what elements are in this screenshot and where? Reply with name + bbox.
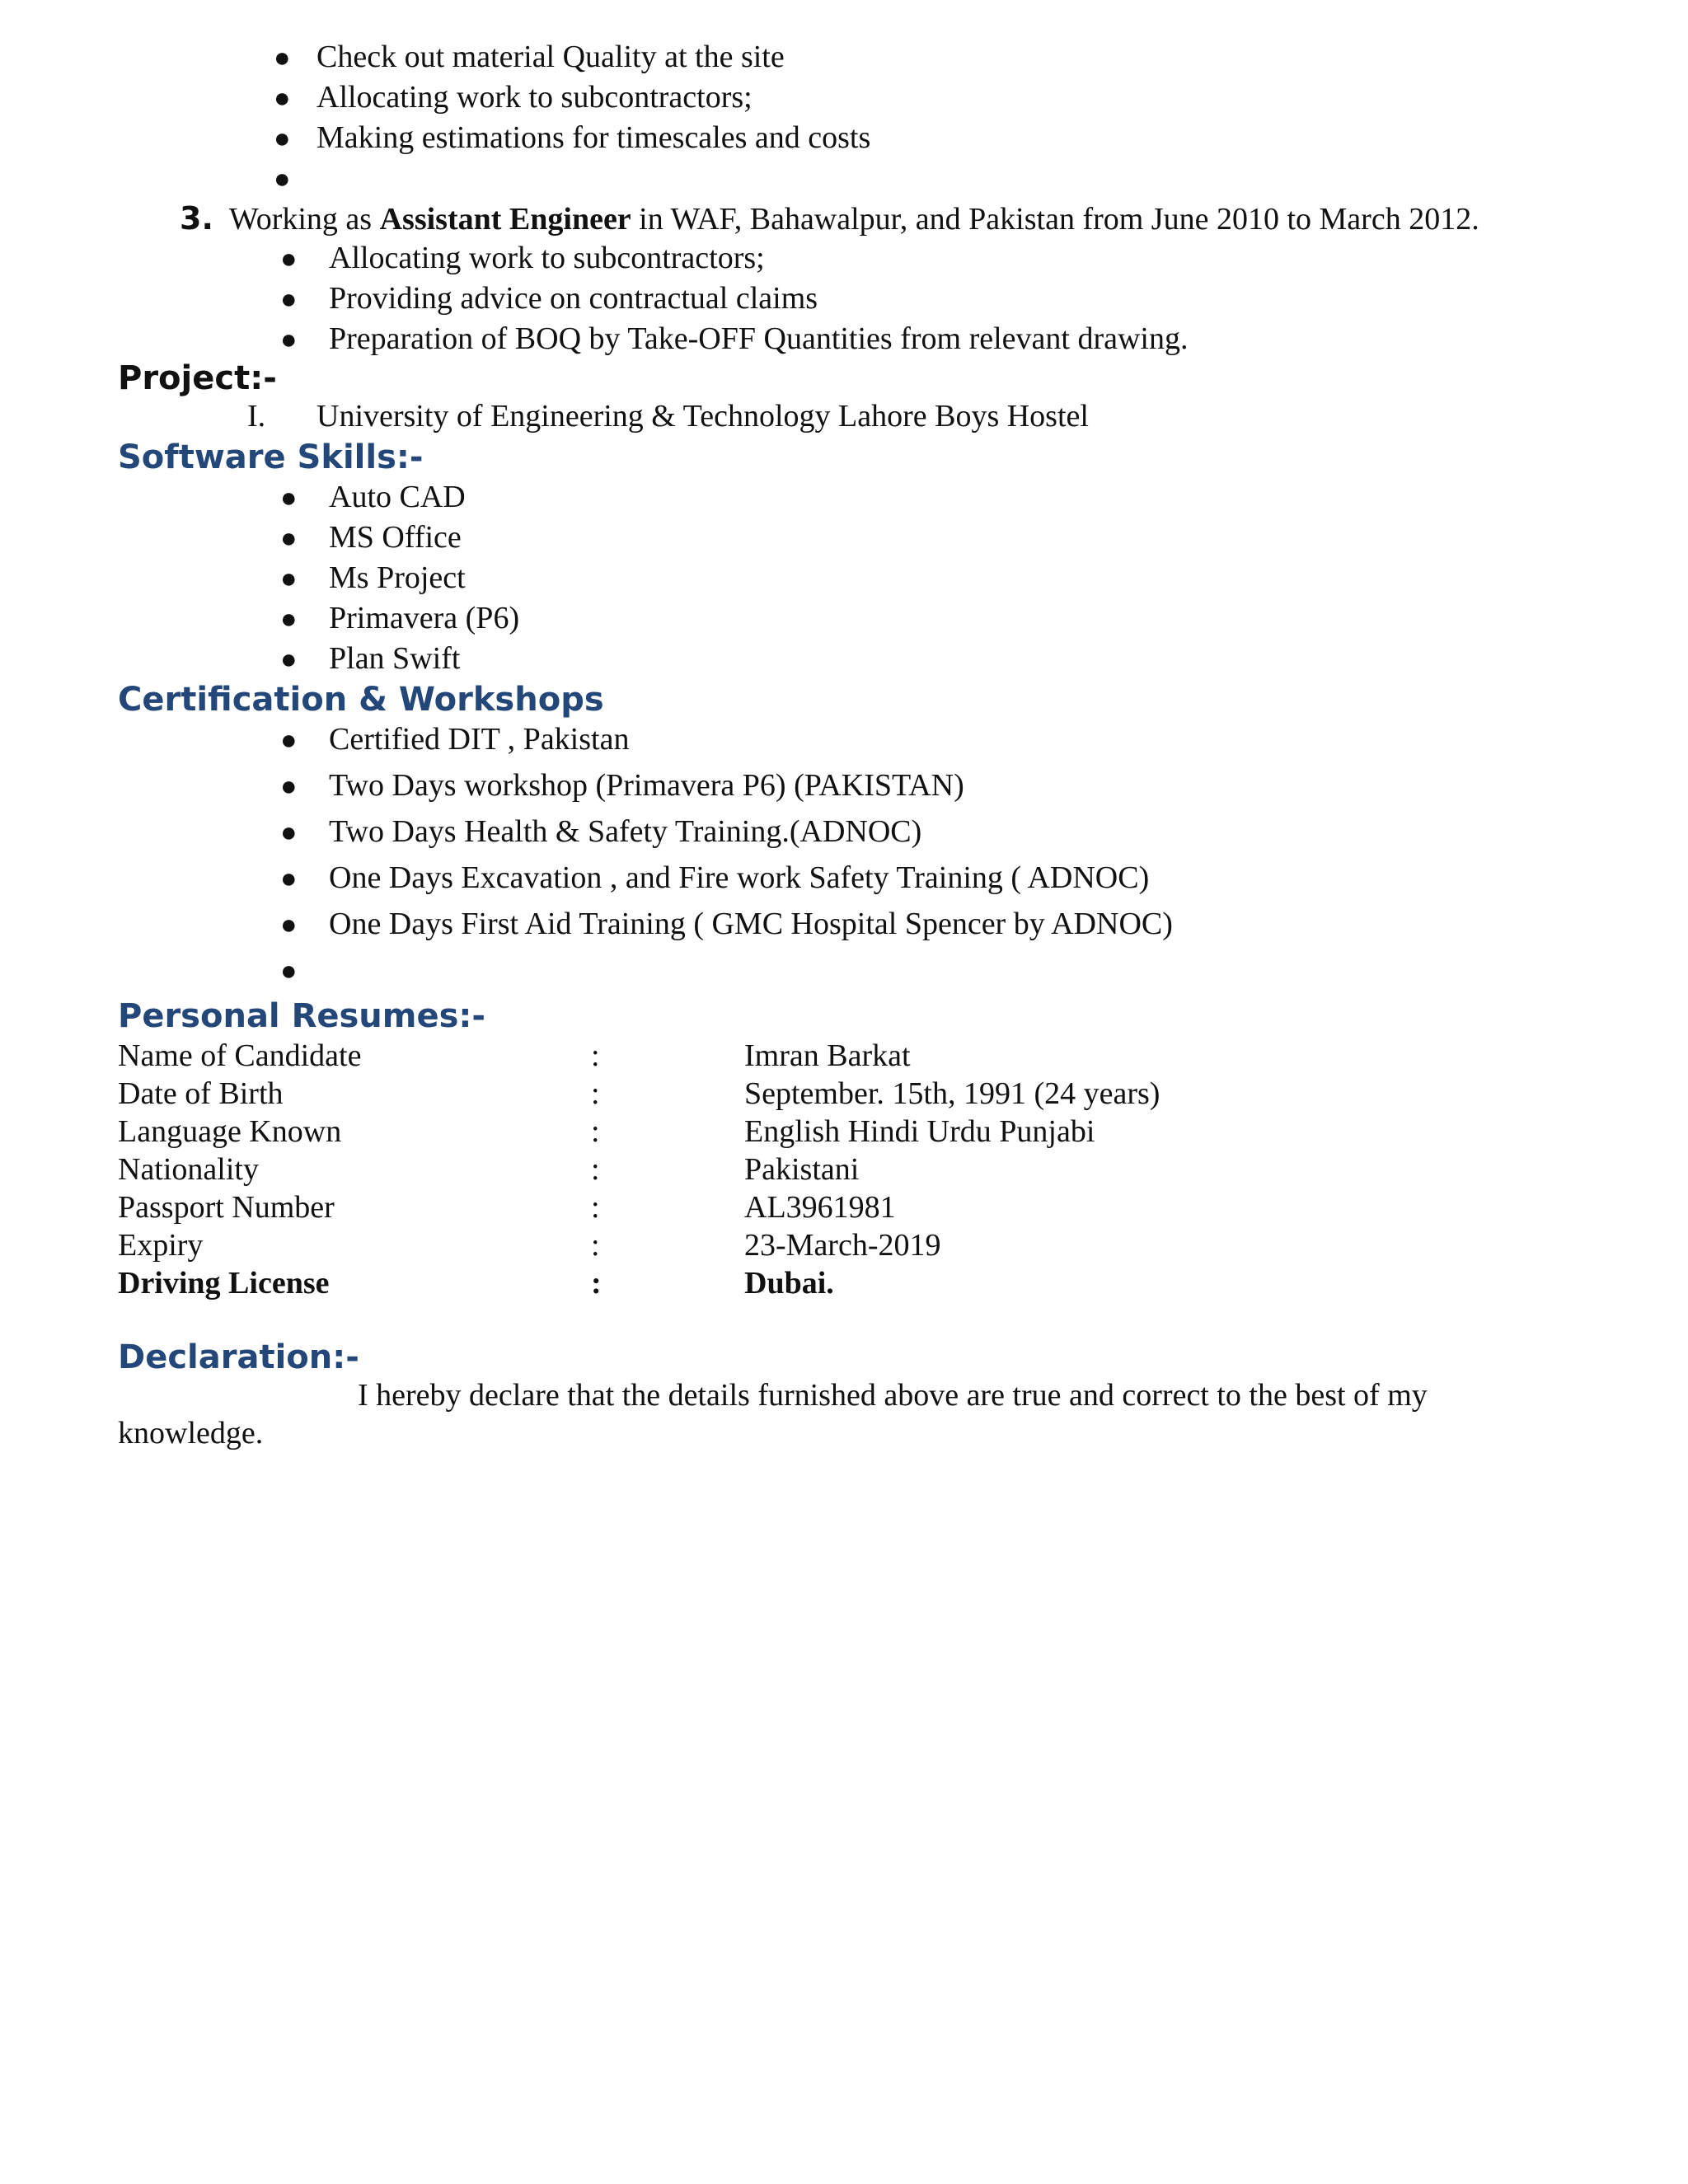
personal-heading: Personal Resumes:- — [118, 997, 485, 1035]
declaration-heading: Declaration:- — [118, 1338, 359, 1376]
personal-colon: : — [591, 1076, 600, 1111]
personal-label: Passport Number — [118, 1190, 335, 1225]
personal-row-name — [118, 1037, 1601, 1075]
project-item: University of Engineering & Technology Lahore Boys Hostel — [316, 399, 1089, 434]
job-number: 3. — [180, 200, 213, 237]
bullet-icon: ● — [280, 483, 298, 513]
bullet-icon: ● — [280, 644, 298, 675]
personal-label: Expiry — [118, 1228, 204, 1263]
personal-value: Dubai. — [744, 1266, 834, 1301]
personal-row-passport — [118, 1188, 1601, 1226]
bullet-icon: ● — [274, 83, 291, 114]
bullet-icon: ● — [280, 771, 298, 802]
job-entry-3 — [180, 199, 1479, 238]
certification-item: Certified DIT , Pakistan — [329, 722, 630, 757]
certification-item: Two Days Health & Safety Training.(ADNOC) — [329, 814, 922, 849]
bullet-icon: ● — [280, 604, 298, 635]
personal-row-driving-license — [118, 1264, 1601, 1302]
declaration-text: I hereby declare that the details furnished above are true and correct to the best of my — [358, 1378, 1428, 1413]
certification-item: Two Days workshop (Primavera P6) (PAKISTAN) — [329, 768, 964, 803]
certifications-heading: Certification & Workshops — [118, 681, 604, 719]
bullet-icon: ● — [280, 523, 298, 554]
bullet-icon: ● — [274, 164, 291, 194]
bullet-icon: ● — [280, 956, 298, 987]
duty-item: Check out material Quality at the site — [316, 40, 785, 74]
skill-item: Ms Project — [329, 560, 466, 595]
bullet-icon: ● — [280, 725, 298, 756]
duty-item: Providing advice on contractual claims — [329, 281, 818, 316]
declaration-text: knowledge. — [118, 1416, 264, 1451]
personal-label: Language Known — [118, 1114, 342, 1149]
personal-row-language — [118, 1113, 1601, 1151]
skill-item: Primavera (P6) — [329, 601, 520, 635]
personal-colon: : — [591, 1228, 600, 1263]
certification-item: One Days Excavation , and Fire work Safety Training ( ADNOC) — [329, 860, 1150, 895]
bullet-icon: ● — [280, 284, 298, 315]
personal-colon: : — [591, 1114, 600, 1149]
personal-value: 23-March-2019 — [744, 1228, 941, 1263]
personal-label: Name of Candidate — [118, 1038, 362, 1073]
skill-item: MS Office — [329, 520, 462, 555]
bullet-icon: ● — [280, 325, 298, 355]
bullet-icon: ● — [274, 124, 291, 154]
personal-colon: : — [591, 1266, 602, 1301]
job-prefix: Working as — [228, 202, 380, 237]
bullet-icon: ● — [280, 910, 298, 940]
personal-row-dob — [118, 1075, 1601, 1113]
bullet-icon: ● — [274, 43, 291, 73]
personal-value: AL3961981 — [744, 1190, 896, 1225]
personal-value: Imran Barkat — [744, 1038, 911, 1073]
personal-value: Pakistani — [744, 1152, 860, 1187]
skill-item: Auto CAD — [329, 480, 466, 514]
duty-item: Making estimations for timescales and costs — [316, 120, 871, 155]
project-marker: I. — [247, 399, 266, 434]
duty-item: Preparation of BOQ by Take-OFF Quantities from relevant drawing. — [329, 321, 1189, 356]
personal-colon: : — [591, 1152, 600, 1187]
bullet-icon: ● — [280, 818, 298, 848]
personal-row-expiry — [118, 1226, 1601, 1264]
personal-value: September. 15th, 1991 (24 years) — [744, 1076, 1160, 1111]
project-heading: Project:- — [118, 359, 277, 397]
bullet-icon: ● — [280, 864, 298, 894]
personal-value: English Hindi Urdu Punjabi — [744, 1114, 1095, 1149]
job-role: Assistant Engineer — [379, 202, 631, 237]
duty-item: Allocating work to subcontractors; — [316, 80, 753, 115]
personal-label: Date of Birth — [118, 1076, 284, 1111]
software-skills-heading: Software Skills:- — [118, 438, 424, 476]
personal-colon: : — [591, 1190, 600, 1225]
bullet-icon: ● — [280, 564, 298, 594]
bullet-icon: ● — [280, 244, 298, 274]
personal-label: Driving License — [118, 1266, 330, 1301]
skill-item: Plan Swift — [329, 641, 461, 676]
personal-label: Nationality — [118, 1152, 259, 1187]
job-details: in WAF, Bahawalpur, and Pakistan from June 2010 to March 2012. — [631, 202, 1479, 237]
duty-item: Allocating work to subcontractors; — [329, 241, 765, 275]
personal-row-nationality — [118, 1151, 1601, 1188]
personal-colon: : — [591, 1038, 600, 1073]
certification-item: One Days First Aid Training ( GMC Hospital Spencer by ADNOC) — [329, 907, 1173, 941]
